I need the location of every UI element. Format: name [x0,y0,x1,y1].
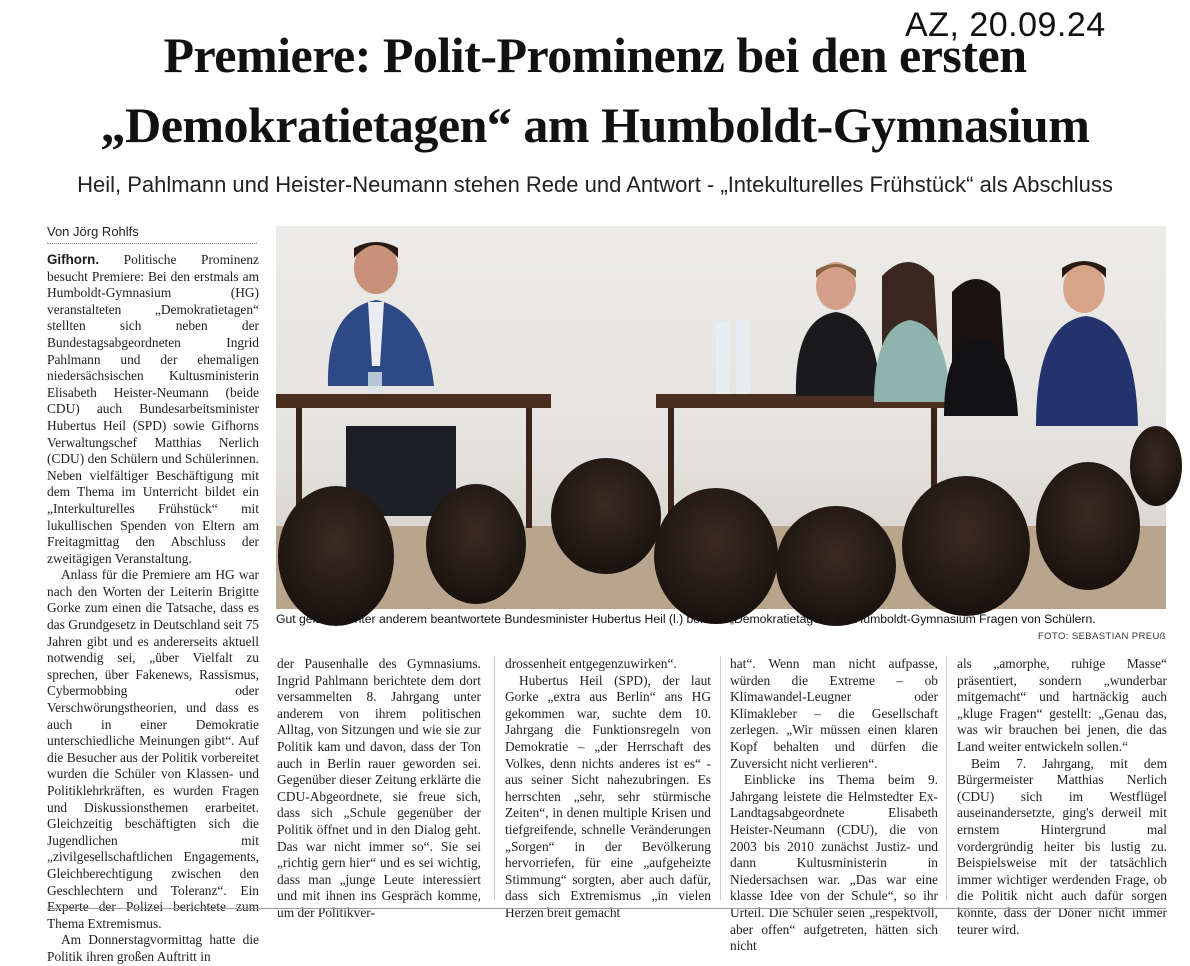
lead-text: Politische Prominenz besucht Premiere: Bei den erstmals am Humboldt-Gymnasium (HG) veranstalteten „Demokratietagen“ stellten sich neben der Bundestagsabgeordneten Ingrid Pahlmann und der ehemaligen niedersächsischen Kultusministerin Elisabeth Heister-Neumann (beide CDU) auch Bundesarbeitsminister Hubertus Heil (SPD) sowie Gifhorns Verwaltungschef Matthias Nerlich (CDU) den Schülern und Schülerinnen. Neben vielfältiger Beschäftigung mit dem Thema im Unterricht bildet ein „Interkulturelles Frühstück“ mit lukullischen Spenden von Eltern am Freitagmittag den Abschluss der zweitägigen Veranstaltung. [47,252,259,566]
article-column-3 [505,656,711,920]
article-column-4 [730,656,938,954]
article-photo [276,226,1166,609]
article-column-5 [957,656,1167,937]
headline-line-1: Premiere: Polit-Prominenz bei den ersten [163,27,1027,83]
paragraph: drossenheit entgegenzuwirken“. [505,656,677,671]
headline-line-2: „Demokratietagen“ am Humboldt-Gymnasium [100,97,1090,153]
photo-caption: Gut gelaunt: Unter anderem beantwortete Bundesminister Hubertus Heil (l.) bei den „Demokratietagen“ am Humboldt-Gymnasium Fragen von Schülern. [276,612,1096,626]
article-column-2 [277,656,481,920]
column-rule [720,656,721,900]
author-byline: Von Jörg Rohlfs [47,224,257,244]
bottom-rule [47,908,1166,909]
lead-paragraph [47,252,259,567]
paragraph: Hubertus Heil (SPD), der laut Gorke „extra aus Berlin“ ans HG gekommen war, suchte dem 10. Jahrgang die Funktionsregeln von Demokratie – „der Herrschaft des Volkes, denn nichts anderes ist es“ - aus seiner Sicht nahezubringen. Es herrschten „sehr, sehr stürmische Zeiten“, in denen multiple Krisen und tiefgreifende, schnelle Veränderungen „Sorgen“ in der Bevölkerung hervorriefen, für eine „aufgeheizte Stimmung“ sorgten, aber auch dafür, dass sich Extremismus „in vielen Herzen breit gemacht [505,672,711,920]
paragraph: Beim 7. Jahrgang, mit dem Bürgermeister Matthias Nerlich (CDU) sich im Westflügel auseinandersetzte, ging's derweil mit ernstem Hintergrund mal vordergründig heiter bis lustig zu. Beispielsweise mit der tatsächlich immer wichtiger werdenden Frage, ob die Politik nicht auch dafür sorgen könnte, dass der Döner nicht immer teurer wird. [957,755,1167,937]
dateline: Gifhorn. [47,252,100,267]
date-stamp: AZ, 20.09.24 [905,6,1106,44]
paragraph: Anlass für die Premiere am HG war nach den Worten der Leiterin Brigitte Gorke zum einen die Tatsache, dass es das Grundgesetz in Deutschland seit 75 Jahren gibt und es andererseits aktuell notwendig sei, „über Vielfalt zu sprechen, über Fakenews, Rassismus, Cybermobbing oder Verschwörungstheorien, und dass es auch in einer Demokratie unterschiedliche Meinungen gibt“. Auf die Besucher aus der Politik vorbereitet wurden die Schüler von Klassen- und Politiklehrkräften, es wurden Fragen und Diskussionsthemen erarbeitet. Gleichzeitig beschäftigten sich die Jugendlichen mit „zivilgesellschaftlichen Engagements, Gleichberechtigung zwischen den Geschlechtern und Toleranz“. Ein Experte der Polizei berichtete zum Thema Extremismus. [47,567,259,931]
article-column-1 [47,252,259,964]
paragraph: hat“. Wenn man nicht aufpasse, würden die Extreme – ob Klimawandel-Leugner oder Klimakleber – die Gesellschaft zerlegen. „Wir müssen einen klaren Kopf behalten und dürfen die Zuversicht nicht verlieren“. [730,656,938,771]
column-rule [494,656,495,900]
photo-credit: FOTO: SEBASTIAN PREUß [1037,631,1166,642]
paragraph: als „amorphe, ruhige Masse“ präsentiert, sondern „wunderbar mitgemacht“ und hartnäckig auch „kluge Fragen“ gestellt: „Genau das, was wir brauchen bei jenen, die das Land weiter entwickeln sollen.“ [957,656,1167,754]
paragraph: Einblicke ins Thema beim 9. Jahrgang leistete die Helmstedter Ex-Landtagsabgeordnete Elisabeth Heister-Neumann (CDU), die von 2003 bis 2010 zunächst Justiz- und dann Kultusministerin in Niedersachsen war. „Das war eine klasse Idee von der Schule“, so ihr Urteil. Die Schüler seien „respektvoll, aber offen“ aufgetreten, hätten sich nicht [730,772,938,954]
column-rule [946,656,947,900]
photo-illustration [276,226,1166,609]
subheadline: Heil, Pahlmann und Heister-Neumann stehen Rede und Antwort - „Intekulturelles Frühstück“ als Abschluss [77,172,1113,197]
paragraph: Am Donnerstagvormittag hatte die Politik ihren großen Auftritt in [47,932,259,964]
paragraph: der Pausenhalle des Gymnasiums. Ingrid Pahlmann berichtete dem dort versammelten 8. Jahrgang unter anderem von ihrem politischen Alltag, von Sitzungen und wie sie zur Politik kam und davon, dass der Ton auch in Berlin rauer geworden sei. Gegenüber dieser Zeitung erklärte die CDU-Abgeordnete, sie freue sich, dass sich „Schule gegenüber der Politik öffnet und in den Dialog geht. Das war nicht immer so“. Sie sei „richtig gern hier“ und es sei wichtig, dass man „junge Leute interessiert und mit ihnen ins Gespräch komme, um der Politikver- [277,656,481,920]
